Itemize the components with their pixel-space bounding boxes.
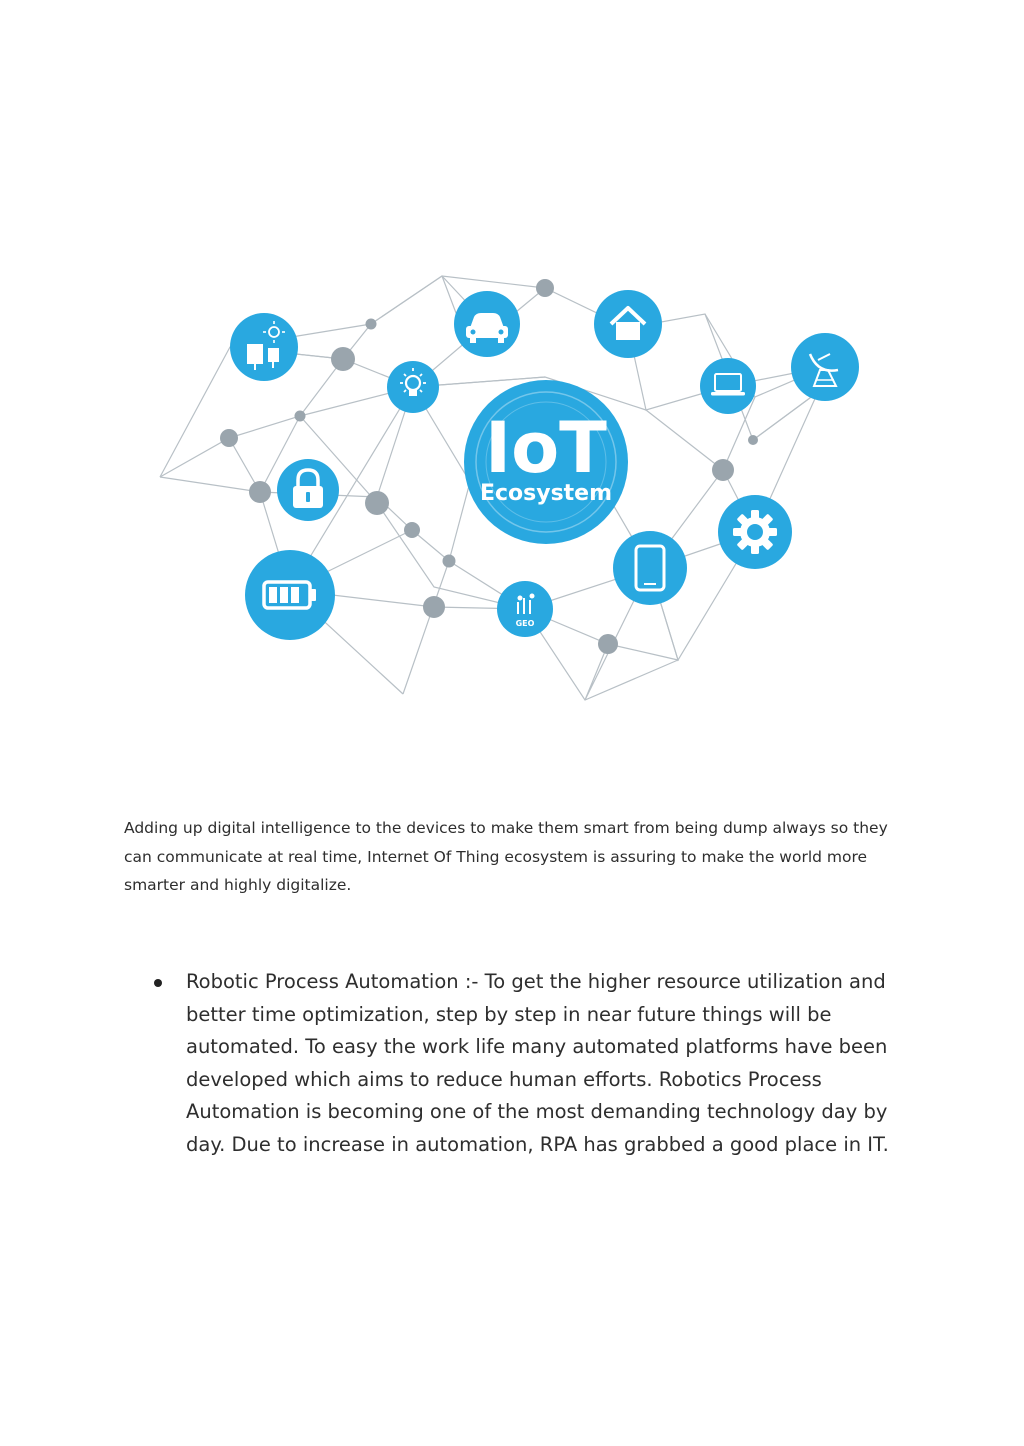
satellite-dish-icon: [791, 333, 859, 401]
list-item-text: Robotic Process Automation :- To get the higher resource utilization and better time optimization, step by step in near future things will be automated. To easy the work life many automated platforms have been developed which aims to reduce human efforts. Robotics Process Automation is becoming one of the most demanding technology day by day. Due to increase in automation, RPA has grabbed a good place in IT.: [186, 970, 889, 1156]
iot-ecosystem-diagram: [150, 262, 870, 712]
bullet-marker: [154, 979, 162, 987]
gear-icon: [718, 495, 792, 569]
laptop-icon: [700, 358, 756, 414]
solar-panel-icon: [230, 313, 298, 381]
iot-subtitle: Ecosystem: [479, 481, 613, 506]
bullet-list: [150, 966, 910, 1161]
lightbulb-icon: [387, 361, 439, 413]
iot-title: IoT: [485, 407, 607, 489]
list-item: [150, 966, 910, 1161]
iot-center-node: [464, 380, 628, 544]
battery-icon: [245, 550, 335, 640]
geo-location-icon: [497, 581, 553, 637]
padlock-icon: [277, 459, 339, 521]
car-icon: [454, 291, 520, 357]
house-icon: [594, 290, 662, 358]
geo-label: GEO: [515, 619, 535, 628]
smartphone-icon: [613, 531, 687, 605]
figure-caption: Adding up digital intelligence to the devices to make them smart from being dump always so they can communicate at real time, Internet Of Thing ecosystem is assuring to make the world more smarter and highly digitalize.: [124, 819, 888, 894]
